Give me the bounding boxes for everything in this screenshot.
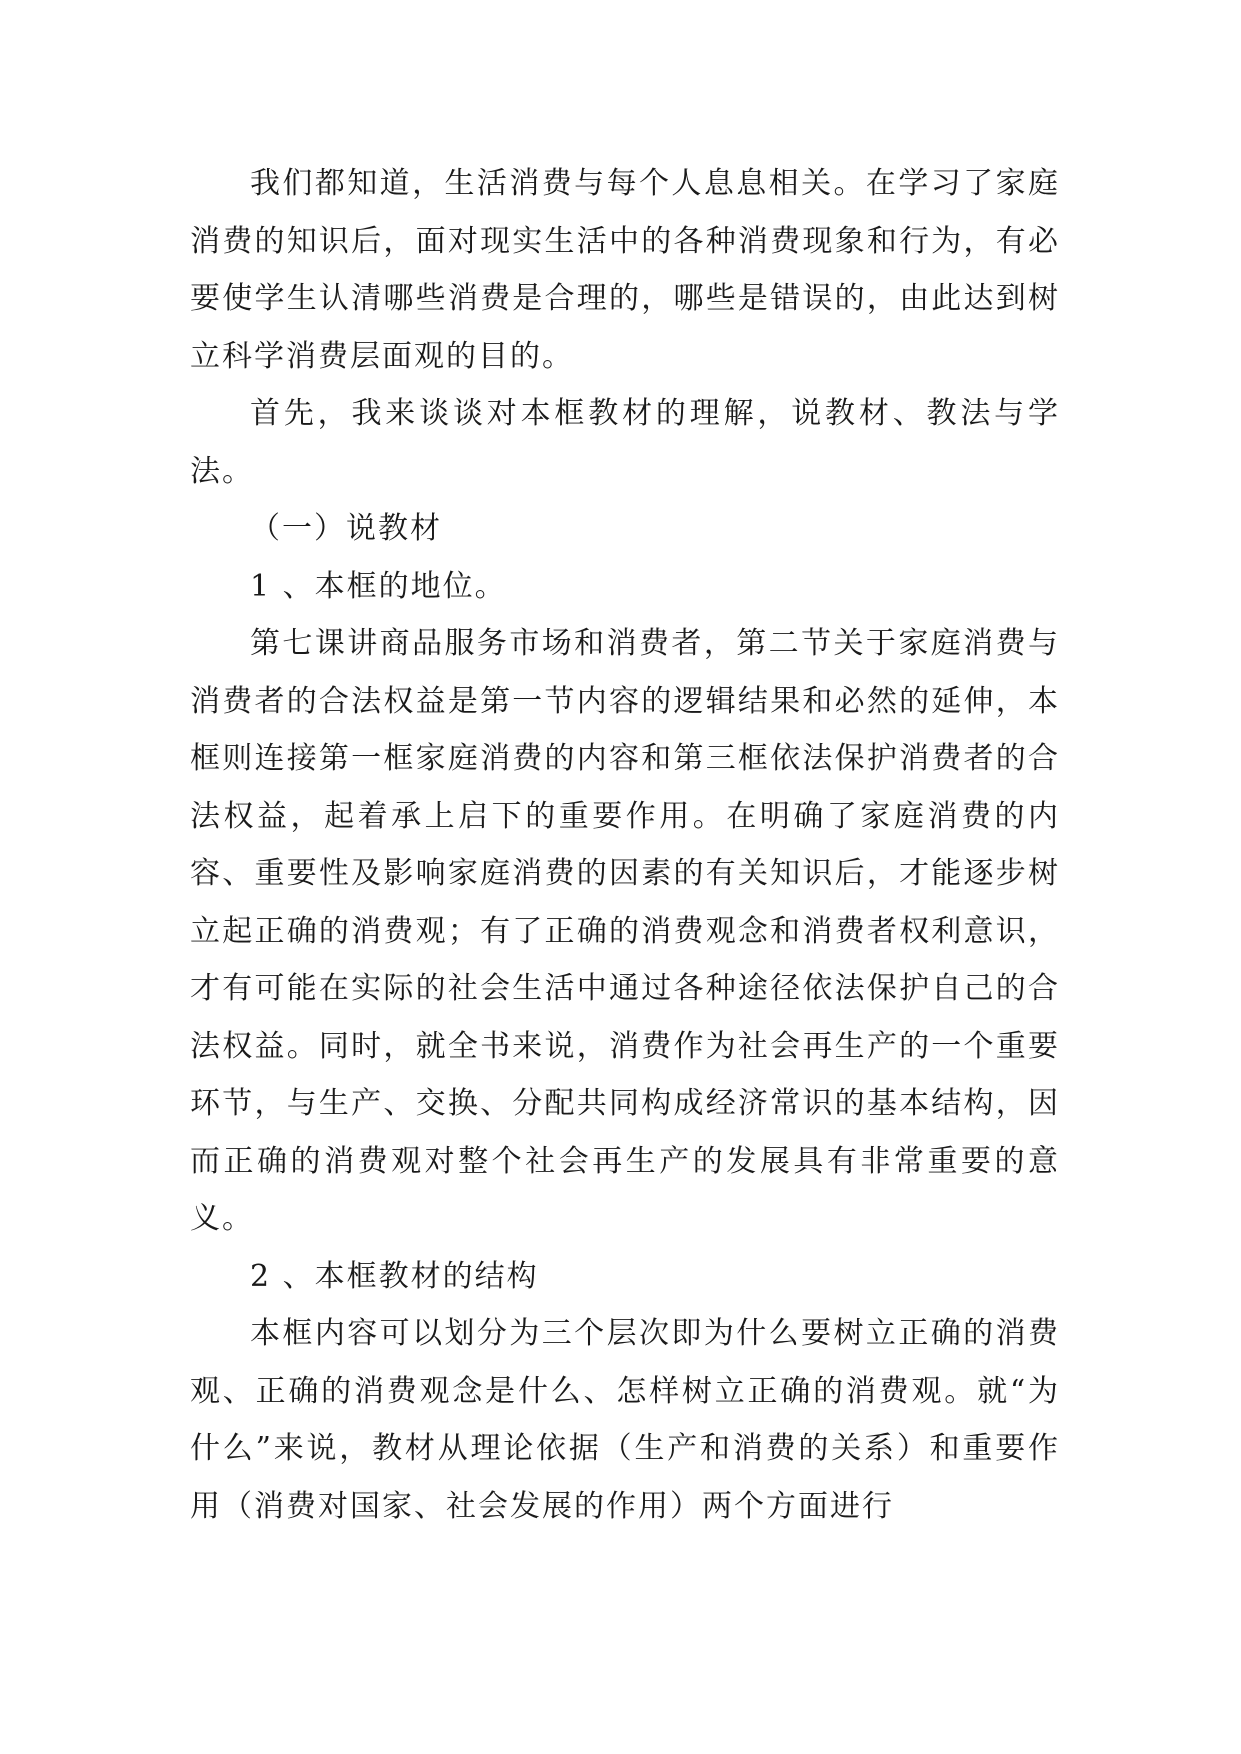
- paragraph-position: 第七课讲商品服务市场和消费者，第二节关于家庭消费与消费者的合法权益是第一节内容的逻辑结果和必然的延伸，本框则连接第一框家庭消费的内容和第三框依法保护消费者的合法权益，起着承上启下的重要作用。在明确了家庭消费的内容、重要性及影响家庭消费的因素的有关知识后，才能逐步树立起正确的消费观；有了正确的消费观念和消费者权利意识，才有可能在实际的社会生活中通过各种途径依法保护自己的合法权益。同时，就全书来说，消费作为社会再生产的一个重要环节，与生产、交换、分配共同构成经济常识的基本结构，因而正确的消费观对整个社会再生产的发展具有非常重要的意义。: [190, 626, 1060, 1236]
- paragraph-intro: 我们都知道，生活消费与每个人息息相关。在学习了家庭消费的知识后，面对现实生活中的各种消费现象和行为，有必要使学生认清哪些消费是合理的，哪些是错误的，由此达到树立科学消费层面观的目的。: [190, 166, 1060, 374]
- section-heading-textbook: （一）说教材: [250, 511, 442, 546]
- subheading-structure: 2 、本框教材的结构: [250, 1258, 539, 1294]
- subheading-position: 1 、本框的地位。: [250, 568, 507, 604]
- paragraph-first: 首先，我来谈谈对本框教材的理解，说教材、教法与学法。: [190, 396, 1060, 489]
- document-body: [190, 155, 1060, 1535]
- paragraph-structure: 本框内容可以划分为三个层次即为什么要树立正确的消费观、正确的消费观念是什么、怎样树立正确的消费观。就“为什么”来说，教材从理论依据（生产和消费的关系）和重要作用（消费对国家、社会发展的作用）两个方面进行: [190, 1316, 1060, 1524]
